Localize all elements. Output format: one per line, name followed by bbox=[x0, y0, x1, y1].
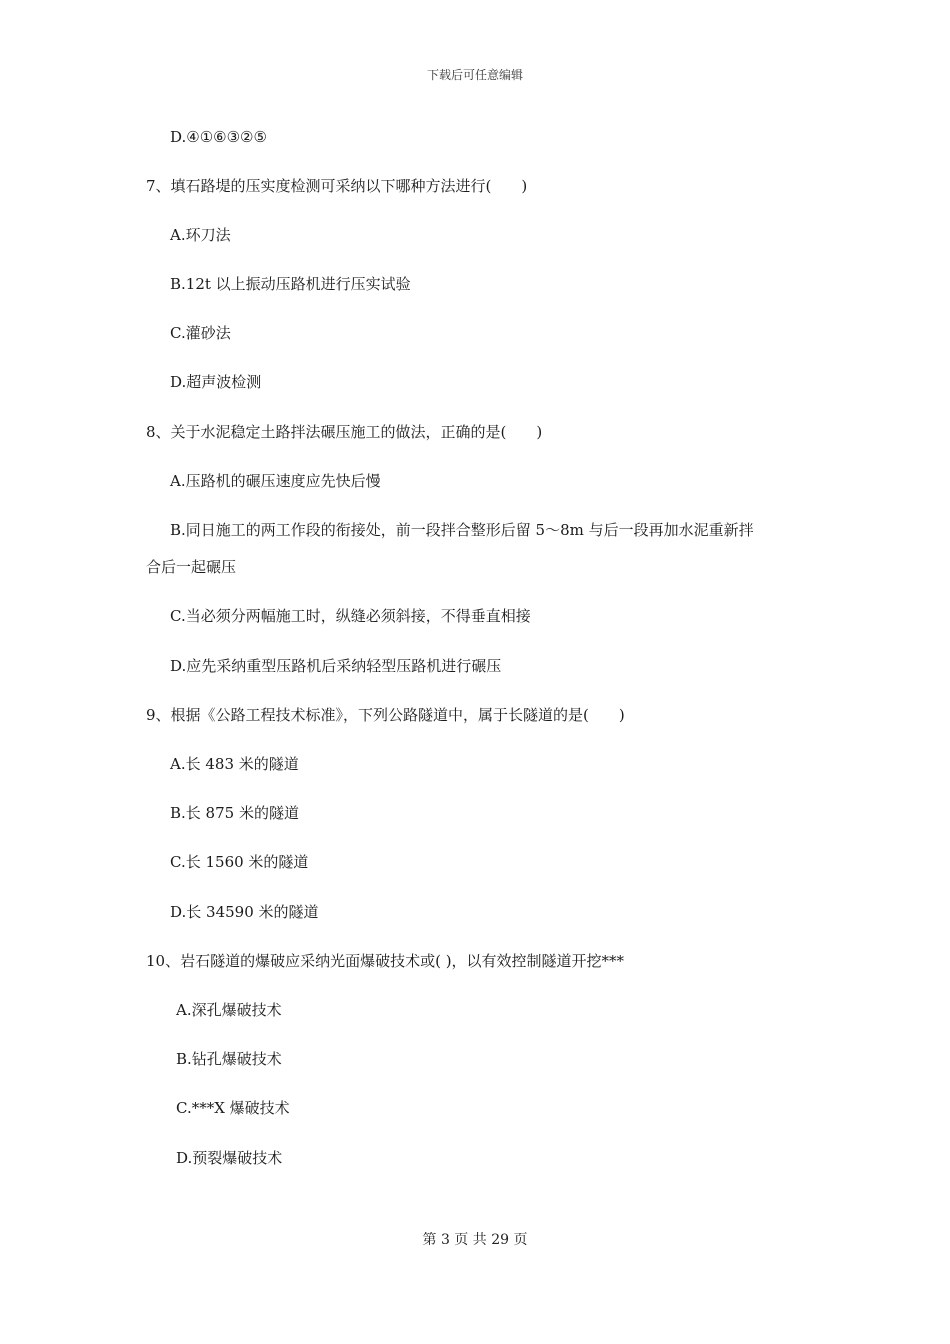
q7-option-d: D.超声波检测 bbox=[170, 373, 262, 391]
q10-option-c: C.***X 爆破技术 bbox=[176, 1099, 290, 1117]
q6-option-d: D.④①⑥③②⑤ bbox=[170, 128, 267, 146]
q10-option-a: A.深孔爆破技术 bbox=[176, 1001, 282, 1019]
q9-option-c: C.长 1560 米的隧道 bbox=[170, 853, 309, 871]
q7-option-b: B.12t 以上振动压路机进行压实试验 bbox=[170, 275, 411, 293]
question-7: 7、填石路堤的压实度检测可采纳以下哪种方法进行( ) bbox=[146, 177, 528, 195]
q10-option-b: B.钻孔爆破技术 bbox=[176, 1050, 282, 1068]
q9-option-d: D.长 34590 米的隧道 bbox=[170, 903, 319, 921]
page-footer: 第 3 页 共 29 页 bbox=[422, 1232, 528, 1248]
question-8: 8、关于水泥稳定土路拌法碾压施工的做法，正确的是( ) bbox=[146, 423, 543, 441]
q8-option-c: C.当必须分两幅施工时，纵缝必须斜接，不得垂直相接 bbox=[170, 607, 531, 625]
question-9: 9、根据《公路工程技术标准》，下列公路隧道中，属于长隧道的是( ) bbox=[146, 706, 625, 724]
q8-option-a: A.压路机的碾压速度应先快后慢 bbox=[170, 472, 381, 490]
q8-option-d: D.应先采纳重型压路机后采纳轻型压路机进行碾压 bbox=[170, 657, 502, 675]
q7-option-c: C.灌砂法 bbox=[170, 324, 231, 342]
page-header: 下载后可任意编辑 bbox=[426, 68, 523, 82]
q8-option-b: B.同日施工的两工作段的衔接处，前一段拌合整形后留 5～8m 与后一段再加水泥重新拌 bbox=[170, 521, 754, 539]
q8-option-b-continued: 合后一起碾压 bbox=[146, 558, 237, 576]
q9-option-b: B.长 875 米的隧道 bbox=[170, 804, 299, 822]
q9-option-a: A.长 483 米的隧道 bbox=[170, 755, 299, 773]
q7-option-a: A.环刀法 bbox=[170, 226, 231, 244]
q10-option-d: D.预裂爆破技术 bbox=[176, 1149, 283, 1167]
question-10: 10、岩石隧道的爆破应采纳光面爆破技术或( )，以有效控制隧道开挖*** bbox=[146, 952, 625, 970]
